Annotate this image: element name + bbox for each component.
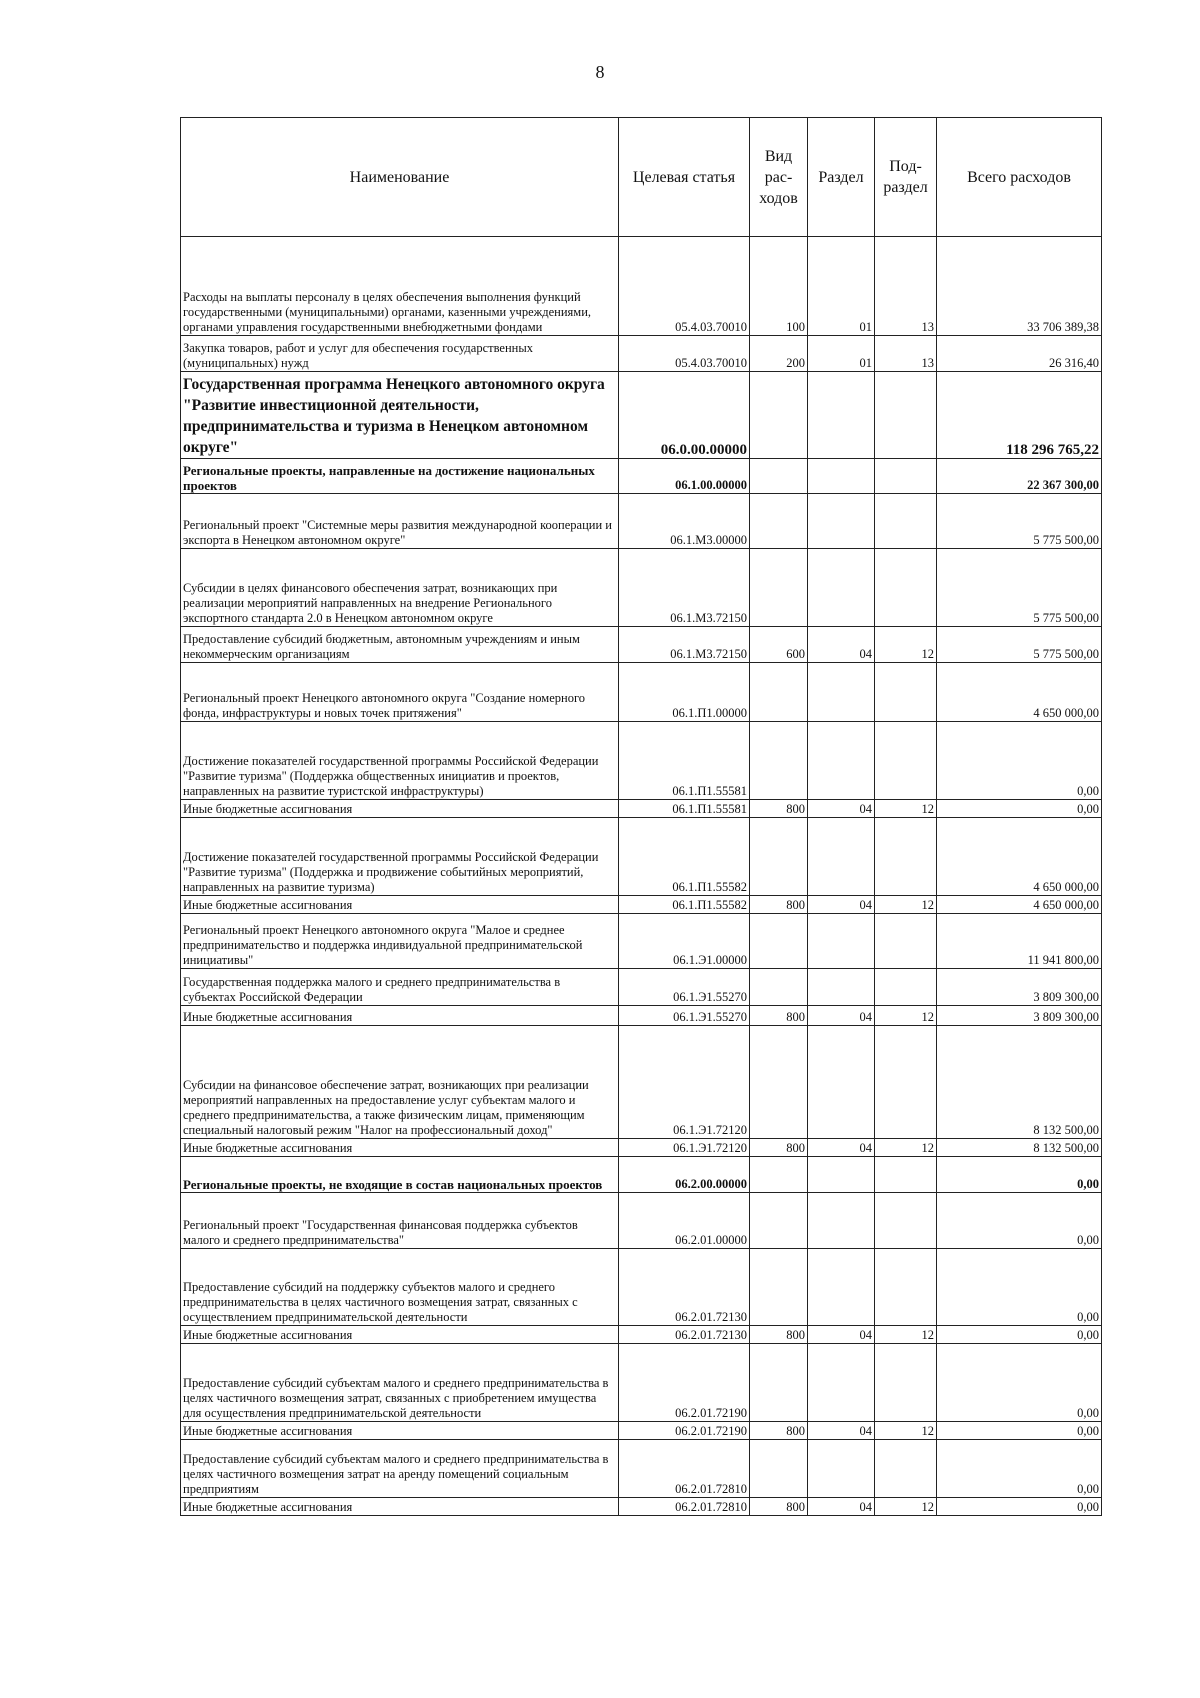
row-section: 01 — [808, 237, 875, 336]
row-section — [808, 818, 875, 896]
row-subsection — [875, 914, 937, 969]
row-name: Иные бюджетные ассигнования — [181, 1326, 619, 1344]
row-code: 06.1.Э1.72120 — [619, 1139, 750, 1157]
row-section: 01 — [808, 336, 875, 372]
table-row — [181, 722, 1102, 800]
table-row — [181, 914, 1102, 969]
row-subsection: 12 — [875, 1139, 937, 1157]
row-total: 4 650 000,00 — [937, 818, 1102, 896]
row-section: 04 — [808, 800, 875, 818]
header-total: Всего расходов — [937, 118, 1102, 237]
row-total: 3 809 300,00 — [937, 1006, 1102, 1026]
row-total: 22 367 300,00 — [937, 459, 1102, 494]
row-section — [808, 969, 875, 1006]
row-total: 33 706 389,38 — [937, 237, 1102, 336]
row-subsection: 12 — [875, 800, 937, 818]
row-code: 06.1.П1.00000 — [619, 663, 750, 722]
row-total: 5 775 500,00 — [937, 549, 1102, 627]
table-row — [181, 818, 1102, 896]
row-subsection: 13 — [875, 237, 937, 336]
table-row — [181, 1026, 1102, 1139]
row-subsection: 12 — [875, 1326, 937, 1344]
row-code: 06.1.Э1.00000 — [619, 914, 750, 969]
header-type — [750, 118, 808, 237]
row-section: 04 — [808, 1139, 875, 1157]
row-name: Иные бюджетные ассигнования — [181, 1006, 619, 1026]
row-name: Достижение показателей государственной программы Российской Федерации "Развитие туризма" (Поддержка и продвижение событийных мероприятий, направленных на развитие туризма) — [181, 818, 619, 896]
row-total: 0,00 — [937, 1249, 1102, 1326]
row-code: 06.2.01.72130 — [619, 1326, 750, 1344]
row-section — [808, 1157, 875, 1193]
row-name: Субсидии в целях финансового обеспечения затрат, возникающих при реализации мероприятий направленных на внедрение Регионального экспортного стандарта 2.0 в Ненецком автономном округе — [181, 549, 619, 627]
row-subsection — [875, 549, 937, 627]
row-type — [750, 1344, 808, 1422]
row-name: Иные бюджетные ассигнования — [181, 1422, 619, 1440]
row-name: Региональные проекты, направленные на достижение национальных проектов — [181, 459, 619, 494]
table-row — [181, 896, 1102, 914]
row-name: Иные бюджетные ассигнования — [181, 1498, 619, 1516]
row-name: Закупка товаров, работ и услуг для обеспечения государственных (муниципальных) нужд — [181, 336, 619, 372]
row-code: 06.1.Э1.55270 — [619, 969, 750, 1006]
row-type — [750, 1249, 808, 1326]
table-header-row — [181, 118, 1102, 237]
row-code: 06.2.00.00000 — [619, 1157, 750, 1193]
row-code: 06.1.П1.55582 — [619, 818, 750, 896]
row-name: Региональные проекты, не входящие в состав национальных проектов — [181, 1157, 619, 1193]
row-section — [808, 549, 875, 627]
row-type — [750, 969, 808, 1006]
row-type — [750, 914, 808, 969]
row-name: Иные бюджетные ассигнования — [181, 1139, 619, 1157]
row-code: 06.1.П1.55582 — [619, 896, 750, 914]
table-row-section — [181, 459, 1102, 494]
row-name: Достижение показателей государственной программы Российской Федерации "Развитие туризма" (Поддержка общественных инициатив и проектов, направленных на развитие туристской инфраструктуры) — [181, 722, 619, 800]
row-type: 100 — [750, 237, 808, 336]
row-total: 3 809 300,00 — [937, 969, 1102, 1006]
row-total: 0,00 — [937, 1157, 1102, 1193]
row-section — [808, 1344, 875, 1422]
row-type — [750, 459, 808, 494]
row-total: 11 941 800,00 — [937, 914, 1102, 969]
row-code: 06.2.01.72130 — [619, 1249, 750, 1326]
row-section — [808, 372, 875, 459]
table-row — [181, 336, 1102, 372]
row-section — [808, 1193, 875, 1249]
row-total: 26 316,40 — [937, 336, 1102, 372]
row-name: Государственная поддержка малого и среднего предпринимательства в субъектах Российской Федерации — [181, 969, 619, 1006]
table-body — [181, 237, 1102, 1516]
row-type — [750, 722, 808, 800]
table-row — [181, 663, 1102, 722]
row-name: Государственная программа Ненецкого автономного округа "Развитие инвестиционной деятельности, предпринимательства и туризма в Ненецком автономном округе" — [181, 372, 619, 459]
row-subsection — [875, 372, 937, 459]
table-row — [181, 1498, 1102, 1516]
row-subsection — [875, 1249, 937, 1326]
row-section — [808, 494, 875, 549]
header-subsection-line1: Под- — [889, 158, 922, 175]
header-type-line3: ходов — [759, 189, 798, 207]
table-row-section — [181, 1157, 1102, 1193]
row-section — [808, 1026, 875, 1139]
table-row — [181, 494, 1102, 549]
table-row — [181, 1422, 1102, 1440]
row-section — [808, 459, 875, 494]
header-subsection — [875, 118, 937, 237]
row-section — [808, 1249, 875, 1326]
row-section — [808, 663, 875, 722]
row-subsection: 12 — [875, 896, 937, 914]
table-row — [181, 800, 1102, 818]
row-subsection — [875, 494, 937, 549]
header-type-line1: Вид — [764, 147, 793, 165]
row-type — [750, 1026, 808, 1139]
row-name: Расходы на выплаты персоналу в целях обеспечения выполнения функций государственными (муниципальными) органами, казенными учреждениями, органами управления государственными внебюджетными фондами — [181, 237, 619, 336]
table-row — [181, 237, 1102, 336]
row-subsection — [875, 1193, 937, 1249]
row-type: 800 — [750, 1326, 808, 1344]
table-row — [181, 1139, 1102, 1157]
row-code: 06.1.М3.00000 — [619, 494, 750, 549]
row-total: 0,00 — [937, 1498, 1102, 1516]
row-type — [750, 372, 808, 459]
row-code: 06.2.01.72810 — [619, 1440, 750, 1498]
table-row — [181, 1344, 1102, 1422]
row-total: 4 650 000,00 — [937, 896, 1102, 914]
row-name: Предоставление субсидий на поддержку субъектов малого и среднего предпринимательства в целях частичного возмещения затрат, связанных с осуществлением предпринимательской деятельности — [181, 1249, 619, 1326]
row-name: Региональный проект Ненецкого автономного округа "Создание номерного фонда, инфраструктуры и новых точек притяжения" — [181, 663, 619, 722]
row-total: 5 775 500,00 — [937, 627, 1102, 663]
row-section: 04 — [808, 1006, 875, 1026]
row-type — [750, 1440, 808, 1498]
row-type: 800 — [750, 1006, 808, 1026]
row-code: 06.2.01.72810 — [619, 1498, 750, 1516]
row-subsection — [875, 1440, 937, 1498]
row-type — [750, 663, 808, 722]
row-total: 0,00 — [937, 1193, 1102, 1249]
row-subsection — [875, 459, 937, 494]
table-row — [181, 627, 1102, 663]
row-code: 06.1.Э1.72120 — [619, 1026, 750, 1139]
row-subsection — [875, 969, 937, 1006]
table-row — [181, 1193, 1102, 1249]
row-total: 0,00 — [937, 1326, 1102, 1344]
row-section: 04 — [808, 1422, 875, 1440]
row-name: Предоставление субсидий бюджетным, автономным учреждениям и иным некоммерческим организациям — [181, 627, 619, 663]
row-type — [750, 1193, 808, 1249]
row-subsection: 13 — [875, 336, 937, 372]
row-code: 06.1.П1.55581 — [619, 800, 750, 818]
header-section: Раздел — [808, 118, 875, 237]
row-type — [750, 1157, 808, 1193]
row-type: 200 — [750, 336, 808, 372]
row-total: 4 650 000,00 — [937, 663, 1102, 722]
row-type — [750, 818, 808, 896]
row-name: Региональный проект "Государственная финансовая поддержка субъектов малого и среднего предпринимательства" — [181, 1193, 619, 1249]
row-subsection — [875, 663, 937, 722]
row-section: 04 — [808, 627, 875, 663]
row-total: 8 132 500,00 — [937, 1139, 1102, 1157]
table-row — [181, 1440, 1102, 1498]
row-name: Региональный проект "Системные меры развития международной кооперации и экспорта в Ненецком автономном округе" — [181, 494, 619, 549]
row-section: 04 — [808, 1326, 875, 1344]
row-code: 06.1.Э1.55270 — [619, 1006, 750, 1026]
row-total: 0,00 — [937, 722, 1102, 800]
row-name: Иные бюджетные ассигнования — [181, 896, 619, 914]
row-total: 0,00 — [937, 1440, 1102, 1498]
row-name: Региональный проект Ненецкого автономного округа "Малое и среднее предпринимательство и поддержка индивидуальной предпринимательской инициативы" — [181, 914, 619, 969]
row-type: 800 — [750, 1422, 808, 1440]
table-row — [181, 1249, 1102, 1326]
row-subsection: 12 — [875, 1498, 937, 1516]
row-name: Предоставление субсидий субъектам малого и среднего предпринимательства в целях частичного возмещения затрат на аренду помещений социальным предприятиям — [181, 1440, 619, 1498]
row-subsection — [875, 722, 937, 800]
table-row — [181, 1006, 1102, 1026]
row-subsection — [875, 1026, 937, 1139]
row-subsection — [875, 1157, 937, 1193]
row-code: 05.4.03.70010 — [619, 237, 750, 336]
row-section: 04 — [808, 1498, 875, 1516]
row-code: 06.1.М3.72150 — [619, 627, 750, 663]
row-section: 04 — [808, 896, 875, 914]
row-type — [750, 494, 808, 549]
budget-table — [180, 117, 1102, 1516]
row-section — [808, 722, 875, 800]
header-target: Целевая статья — [619, 118, 750, 237]
row-total: 5 775 500,00 — [937, 494, 1102, 549]
row-code: 06.1.М3.72150 — [619, 549, 750, 627]
row-section — [808, 1440, 875, 1498]
row-type: 800 — [750, 896, 808, 914]
row-section — [808, 914, 875, 969]
header-name: Наименование — [181, 118, 619, 237]
row-total: 0,00 — [937, 800, 1102, 818]
row-name: Иные бюджетные ассигнования — [181, 800, 619, 818]
row-type: 800 — [750, 1498, 808, 1516]
row-total: 8 132 500,00 — [937, 1026, 1102, 1139]
row-type: 600 — [750, 627, 808, 663]
row-type — [750, 549, 808, 627]
header-type-line2: рас- — [764, 168, 793, 186]
row-code: 05.4.03.70010 — [619, 336, 750, 372]
row-code: 06.1.00.00000 — [619, 459, 750, 494]
row-subsection: 12 — [875, 1422, 937, 1440]
row-subsection: 12 — [875, 627, 937, 663]
row-name: Предоставление субсидий субъектам малого и среднего предпринимательства в целях частичного возмещения затрат, связанных с приобретением имущества для осуществления предпринимательской деятельности — [181, 1344, 619, 1422]
row-total: 0,00 — [937, 1344, 1102, 1422]
row-subsection: 12 — [875, 1006, 937, 1026]
table-row — [181, 549, 1102, 627]
table-row — [181, 1326, 1102, 1344]
table-row-program — [181, 372, 1102, 459]
row-total: 0,00 — [937, 1422, 1102, 1440]
row-type: 800 — [750, 1139, 808, 1157]
page-number: 8 — [595, 62, 605, 82]
row-type: 800 — [750, 800, 808, 818]
row-code: 06.0.00.00000 — [619, 372, 750, 459]
row-code: 06.2.01.72190 — [619, 1344, 750, 1422]
row-code: 06.1.П1.55581 — [619, 722, 750, 800]
row-subsection — [875, 818, 937, 896]
table-row — [181, 969, 1102, 1006]
row-total: 118 296 765,22 — [937, 372, 1102, 459]
row-code: 06.2.01.00000 — [619, 1193, 750, 1249]
header-subsection-line2: раздел — [883, 179, 928, 196]
row-subsection — [875, 1344, 937, 1422]
row-name: Субсидии на финансовое обеспечение затрат, возникающих при реализации мероприятий направленных на предоставление услуг субъектам малого и среднего предпринимательства, а также физическим лицам, применяющим специальный налоговый режим "Налог на профессиональный доход" — [181, 1026, 619, 1139]
row-code: 06.2.01.72190 — [619, 1422, 750, 1440]
